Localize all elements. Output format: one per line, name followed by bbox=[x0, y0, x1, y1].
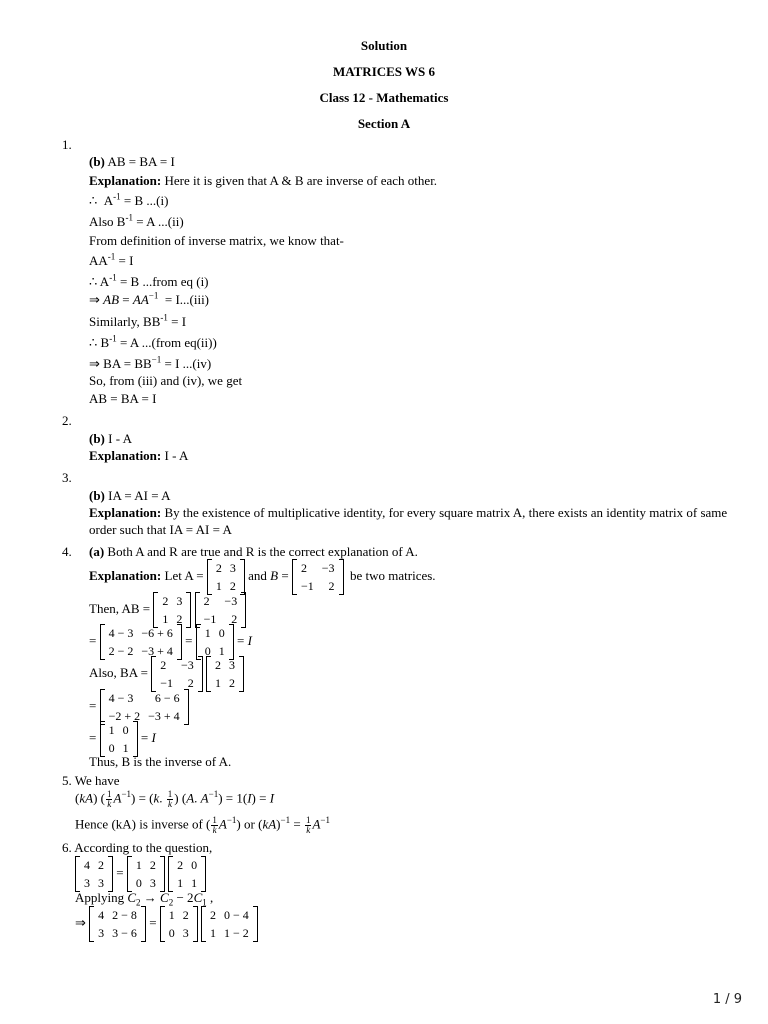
q4-ab-result: = 4 − 3 −6 + 6 2 − 2 −3 + 4 = 1 0 0 1 = I bbox=[89, 626, 252, 658]
q1-line-9: ⇒ BA = $BB^{-1} = I$ ...(iv) bbox=[89, 354, 212, 371]
q2-explanation: Explanation: I - A bbox=[89, 448, 189, 463]
subject-title: Class 12 - Mathematics bbox=[319, 90, 449, 105]
worksheet-title: MATRICES WS 6 bbox=[332, 64, 436, 79]
q1-line-3: From definition of inverse matrix, we know that- bbox=[89, 233, 344, 248]
q1-line-4: $AA^{-1} = I$ bbox=[89, 251, 134, 268]
page-indicator: 1 / 9 bbox=[712, 992, 742, 1007]
q4-ba-product: Also, BA = 2 −3 −1 2 2 3 1 2 bbox=[89, 656, 244, 692]
q1-explanation: Explanation: Here it is given that A & B are inverse of each other. bbox=[89, 173, 438, 188]
q1-answer: (b) AB = BA = I bbox=[89, 154, 175, 169]
q4-ab-product: Then, AB = 2 3 1 2 2 −3 −1 2 bbox=[89, 592, 246, 628]
q6-title: 6. According to the question, bbox=[62, 840, 213, 855]
q5-title: 5. We have bbox=[62, 773, 120, 788]
q1-number: 1. bbox=[62, 137, 72, 152]
q4-answer: (a) Both A and R are true and R is the correct explanation of A. bbox=[89, 544, 418, 559]
q2-answer: (b) I - A bbox=[89, 431, 132, 446]
q5-conclusion: Hence (kA) is inverse of ( $\frac{1}{k}$ $A^{-1}$) or (kA)$^{-1}$ = $\frac{1}{k}$ $A^{-1}$ bbox=[75, 815, 330, 835]
q3-explanation-cont: order such that IA = AI = A bbox=[89, 522, 232, 537]
q6-applying: Applying $C_2 \to C_2 - 2C_1$ , bbox=[75, 890, 214, 908]
q3-number: 3. bbox=[62, 470, 72, 485]
section-title: Section A bbox=[357, 116, 411, 131]
q1-line-2: Also $B^{-1} = A$ ...(ii) bbox=[89, 212, 184, 229]
q6-equation: 4 2 3 3 = 1 2 0 3 2 0 1 1 bbox=[75, 856, 206, 892]
doc-title: Solution bbox=[360, 38, 408, 53]
q1-line-10: So, from (iii) and (iv), we get bbox=[89, 373, 243, 388]
q4-ba-result: = 1 0 0 1 = I bbox=[89, 723, 156, 755]
q5-equation: (kA) ( $\frac{1}{k}$ $A^{-1}) = (k$. $\frac{1}{k}$ ) (A. $A^{-1}) = 1(I) = I$ bbox=[75, 789, 275, 809]
q1-line-6: ⇒ AB = $AA^{-1} = I...(iii)$ bbox=[89, 290, 210, 307]
q4-number: 4. bbox=[62, 544, 72, 559]
q1-line-1: ∴ $A^{-1} = B$ ...(i) bbox=[89, 191, 169, 208]
q4-ba-sum: = 4 − 3 6 − 6 −2 + 2 −3 + 4 bbox=[89, 689, 189, 725]
q4-explanation: Explanation: Let A = 2 3 1 2 and B = 2 −3 −1 2 be two matrices. bbox=[89, 561, 436, 593]
q1-line-7: Similarly, $BB^{-1} = I$ bbox=[89, 312, 187, 329]
matrix-a: 2 3 1 2 bbox=[207, 559, 245, 595]
matrix-b: 2 −3 −1 2 bbox=[292, 559, 344, 595]
q1-line-11: AB = BA = I bbox=[89, 391, 157, 406]
q3-answer: (b) IA = AI = A bbox=[89, 488, 171, 503]
q6-result: ⇒ 4 2 − 8 3 3 − 6 = 1 2 0 3 2 0 − 4 1 1 − 2 bbox=[75, 906, 258, 942]
q1-line-8: ∴ $B^{-1} = A$ ...(from eq(ii)) bbox=[89, 333, 217, 350]
q1-line-5: ∴ $A^{-1} = B$ ...from eq (i) bbox=[89, 272, 209, 289]
q3-explanation: Explanation: By the existence of multiplicative identity, for every square matrix A, there exists an identity matrix of same bbox=[89, 505, 728, 520]
q4-conclusion: Thus, B is the inverse of A. bbox=[89, 754, 232, 769]
q2-number: 2. bbox=[62, 413, 72, 428]
